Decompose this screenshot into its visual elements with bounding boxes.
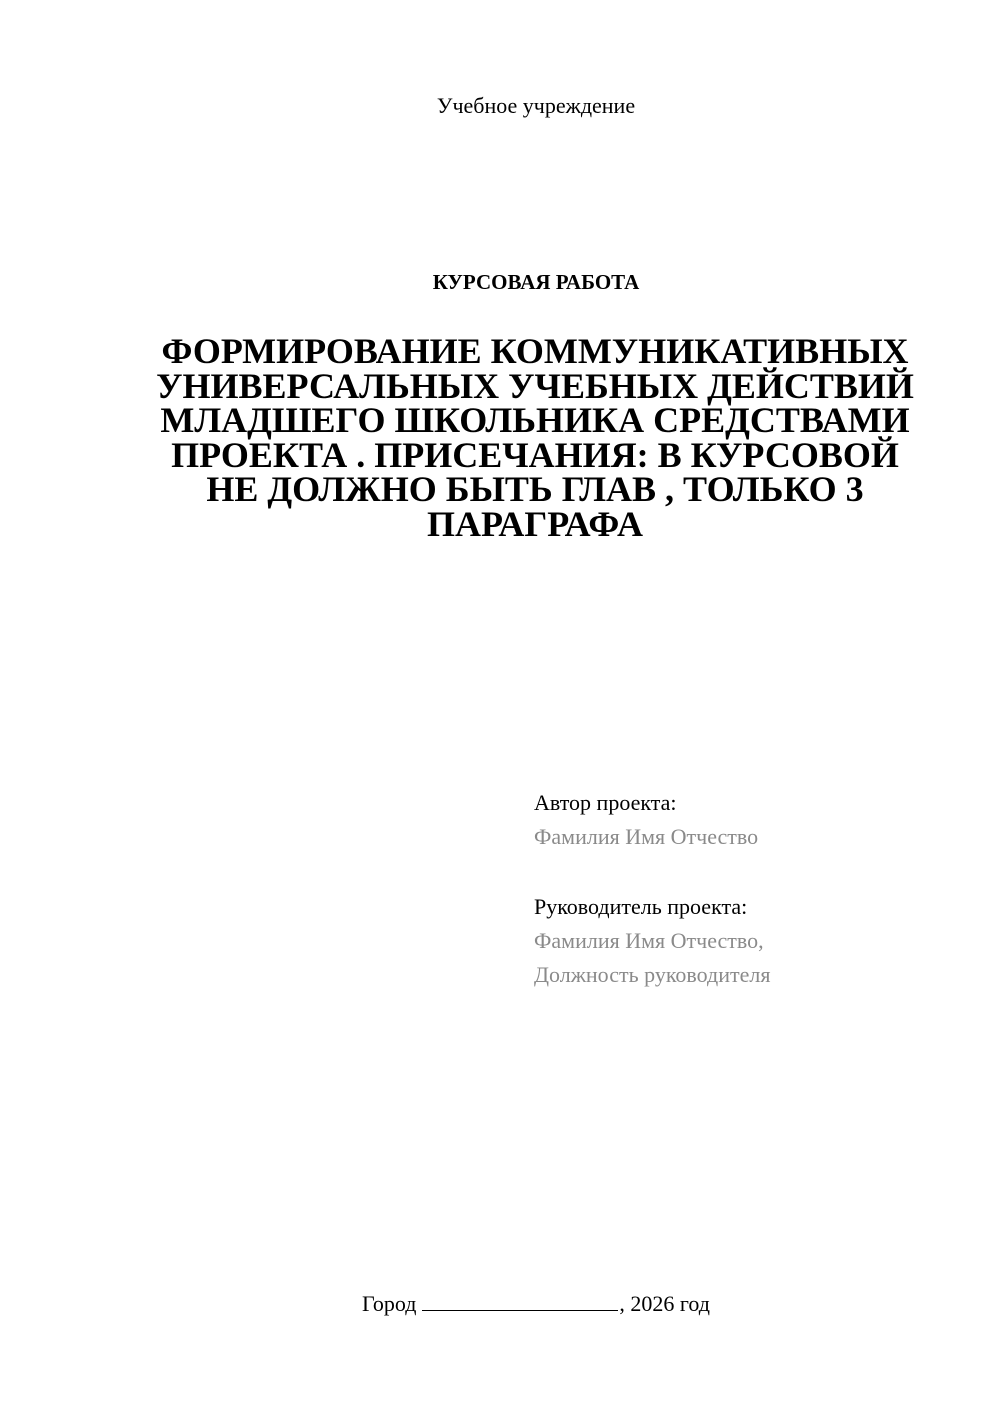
institution-name: Учебное учреждение: [436, 93, 636, 118]
footer-city-year: [0, 1290, 1000, 1318]
author-name: Фамилия Имя Отчество: [534, 824, 759, 849]
supervisor-name: Фамилия Имя Отчество,: [534, 928, 764, 953]
supervisor-label: Руководитель проекта:: [534, 894, 748, 919]
spacer: [534, 854, 954, 890]
author-block: [534, 786, 954, 992]
document-title: ФОРМИРОВАНИЕ КОММУНИКАТИВНЫХ УНИВЕРСАЛЬНЫХ УЧЕБНЫХ ДЕЙСТВИЙ МЛАДШЕГО ШКОЛЬНИКА СРЕДСТВАМИ ПРОЕКТА . ПРИСЕЧАНИЯ: В КУРСОВОЙ НЕ ДОЛЖНО БЫТЬ ГЛАВ , ТОЛЬКО 3 ПАРАГРАФА: [156, 331, 914, 544]
city-label: Город: [362, 1291, 417, 1316]
city-blank-line: [422, 1290, 618, 1311]
supervisor-position: Должность руководителя: [534, 962, 771, 987]
author-label: Автор проекта:: [534, 790, 677, 815]
document-type: КУРСОВАЯ РАБОТА: [432, 270, 640, 294]
year-text: , 2026 год: [619, 1291, 710, 1316]
